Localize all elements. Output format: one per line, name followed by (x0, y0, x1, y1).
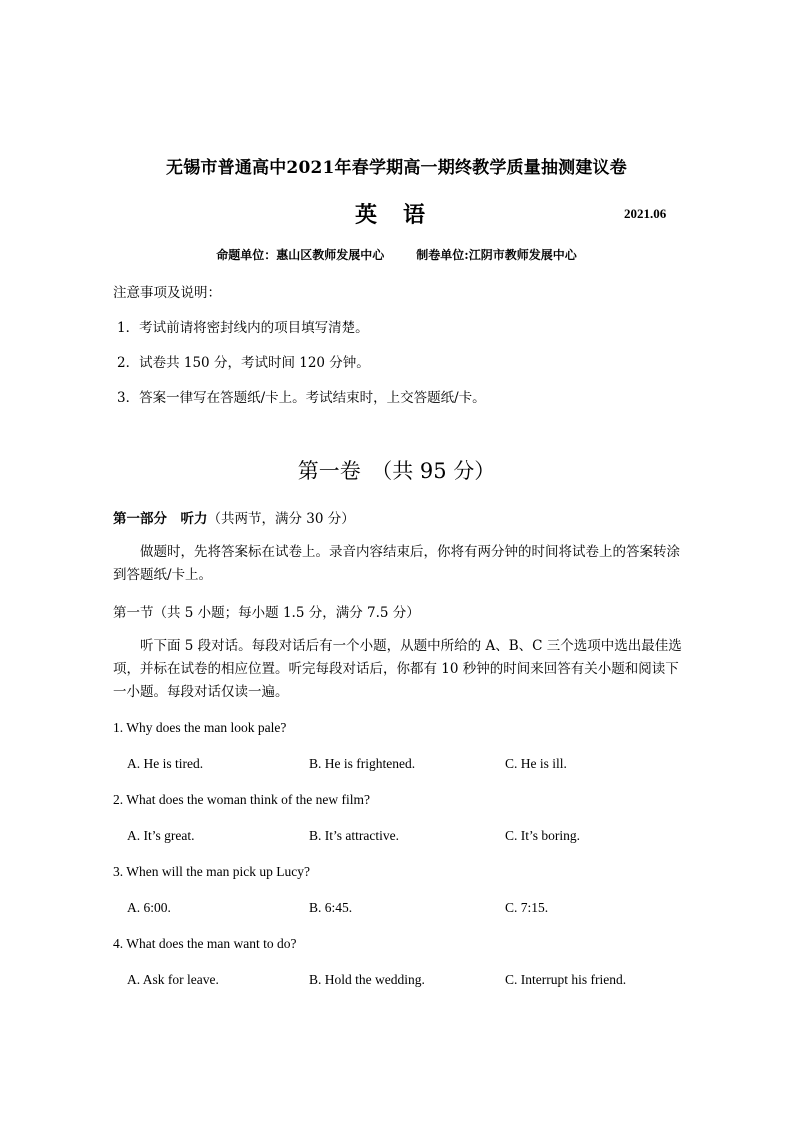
exam-date: 2021.06 (624, 206, 667, 221)
note-item: 3．答案一律写在答题纸/卡上。考试结束时，上交答题纸/卡。 (117, 390, 486, 406)
unit-producer: 制卷单位:江阴市教师发展中心 (416, 248, 577, 262)
question-stem: 1. Why does the man look pale? (113, 720, 287, 735)
unit-proposer: 命题单位：惠山区教师发展中心 (216, 248, 385, 262)
section1-instruction: 听下面 5 段对话。每段对话后有一个小题，从题中所给的 A、B、C 三个选项中选出最佳选项，并标在试卷的相应位置。听完每段对话后，你都有 10 秒钟的时间来回答有关小题和阅读下一小题。每段对话仅读一遍。 (113, 638, 682, 700)
question-stem: 4. What does the man want to do? (113, 936, 297, 951)
volume-title: 第一卷 （共 95 分） (297, 459, 496, 483)
option-b: B. He is frightened. (309, 756, 416, 771)
option-a: A. 6:00. (127, 900, 171, 915)
subject-heading (355, 198, 429, 229)
option-c: C. It’s boring. (505, 828, 581, 843)
exam-units (0, 246, 793, 263)
subject-char-1: 英 (355, 202, 382, 228)
section1-title: 第一节（共 5 小题；每小题 1.5 分，满分 7.5 分） (113, 605, 420, 621)
option-a: A. He is tired. (127, 756, 204, 771)
option-b: B. It’s attractive. (309, 828, 399, 843)
option-c: C. Interrupt his friend. (505, 972, 627, 987)
subject-char-2: 语 (403, 202, 430, 228)
part1-instruction: 做题时，先将答案标在试卷上。录音内容结束后，你将有两分钟的时间将试卷上的答案转涂到答题纸/卡上。 (113, 544, 680, 583)
part1-label: 第一部分 听力 (113, 511, 208, 527)
question-stem: 2. What does the woman think of the new film? (113, 792, 370, 807)
option-b: B. Hold the wedding. (309, 972, 425, 987)
note-item: 1．考试前请将密封线内的项目填写清楚。 (117, 320, 369, 336)
exam-title: 无锡市普通高中2021年春学期高一期终教学质量抽测建议卷 (166, 158, 627, 178)
notes-heading: 注意事项及说明： (113, 285, 221, 301)
option-c: C. 7:15. (505, 900, 549, 915)
option-b: B. 6:45. (309, 900, 353, 915)
part1-heading (113, 507, 355, 527)
option-a: A. Ask for leave. (127, 972, 219, 987)
part1-info: （共两节，满分 30 分） (207, 511, 355, 527)
note-item: 2．试卷共 150 分，考试时间 120 分钟。 (117, 355, 370, 371)
option-a: A. It’s great. (127, 828, 195, 843)
option-c: C. He is ill. (505, 756, 567, 771)
question-stem: 3. When will the man pick up Lucy? (113, 864, 310, 879)
